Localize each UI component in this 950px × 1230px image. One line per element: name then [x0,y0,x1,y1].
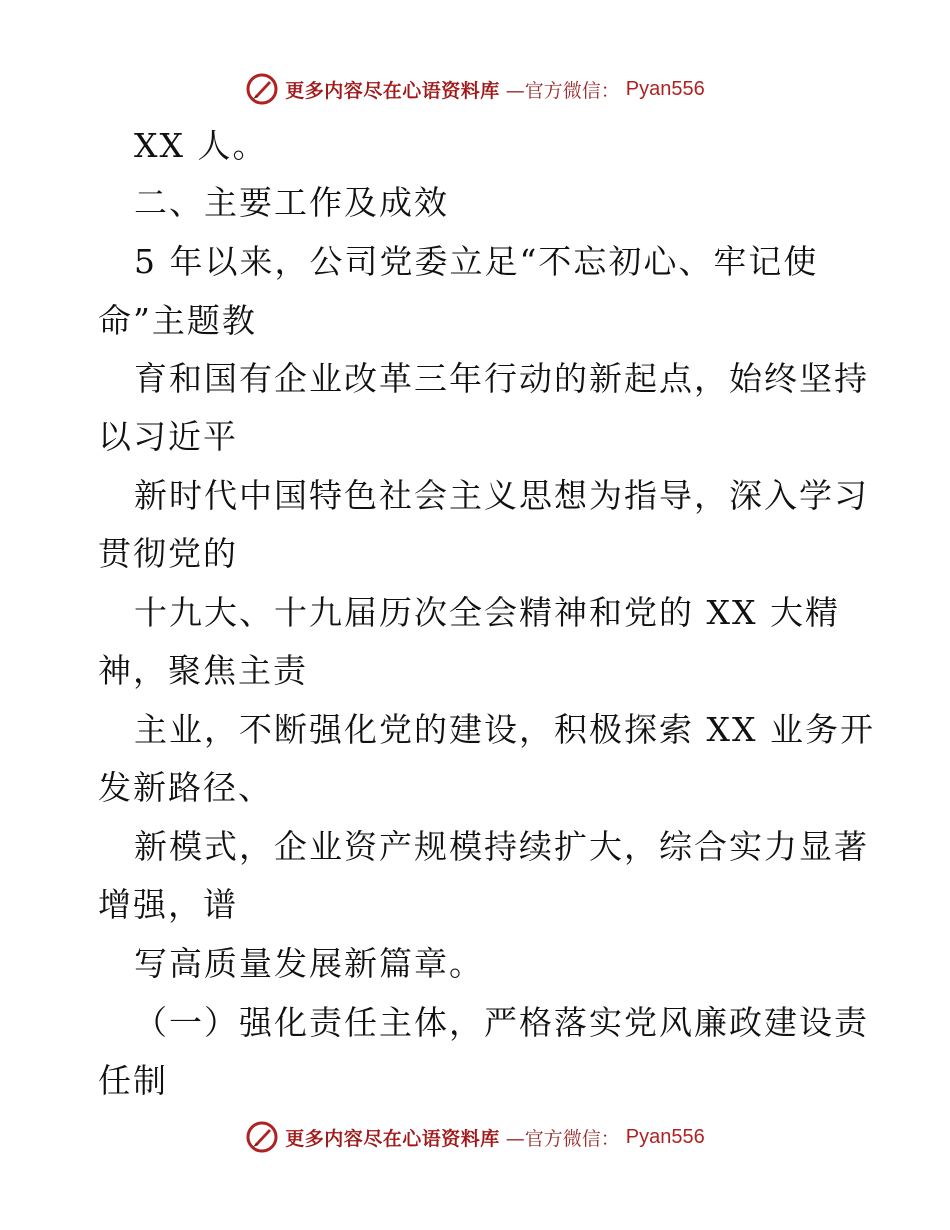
body-line: 写高质量发展新篇章。 [134,944,484,983]
subsection-heading: （一）强化责任主体，严格落实党风廉政建设责 [134,1003,869,1042]
body-line: 增强，谱 [98,885,238,924]
body-line: 育和国有企业改革三年行动的新起点，始终坚持 [134,359,869,398]
footer-banner [0,1120,950,1154]
header-site-text: 更多内容尽在心语资料库 [285,79,500,102]
body-line: 新模式，企业资产规模持续扩大，综合实力显著 [134,827,869,866]
body-line: 命”主题教 [98,301,257,340]
body-line: 贯彻党的 [98,534,238,573]
body-line: 发新路径、 [98,768,273,807]
quill-pen-logo-icon [245,1120,279,1154]
footer-wechat-id: Pyan556 [625,1125,705,1148]
header-banner [0,72,950,106]
section-heading: 二、主要工作及成效 [134,183,449,222]
body-line: 十九大、十九届历次全会精神和党的 XX 大精 [134,593,840,632]
quill-pen-logo-icon [245,72,279,106]
footer-separator: —官方微信： [505,1127,620,1150]
header-separator: —官方微信： [505,79,620,102]
body-line: 以习近平 [98,417,238,456]
body-line: 主业，不断强化党的建设，积极探索 XX 业务开 [134,710,875,749]
footer-site-text: 更多内容尽在心语资料库 [285,1127,500,1150]
body-line: 神，聚焦主责 [98,651,308,690]
body-line: XX 人。 [134,126,268,165]
header-wechat-id: Pyan556 [625,77,705,100]
body-line: 任制 [98,1061,168,1100]
body-line: 5 年以来，公司党委立足“不忘初心、牢记使 [134,242,819,281]
body-line: 新时代中国特色社会主义思想为指导，深入学习 [134,476,869,515]
